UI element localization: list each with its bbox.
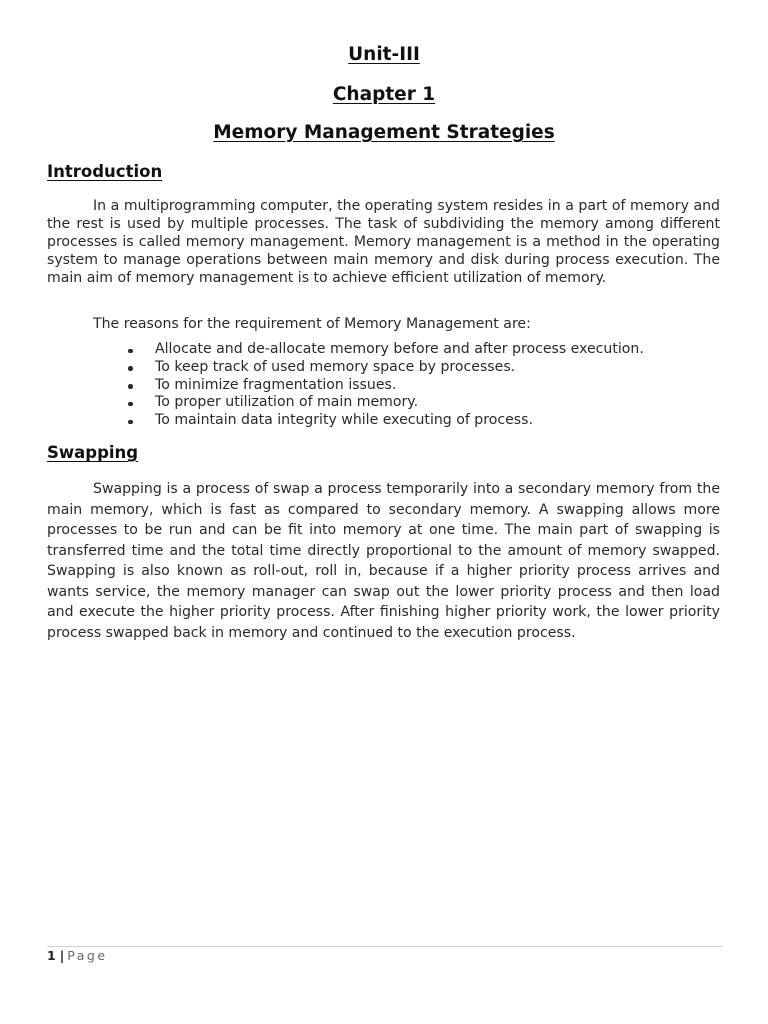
list-item [124, 412, 724, 430]
bullet-icon [128, 402, 133, 407]
reasons-intro: The reasons for the requirement of Memory Management are: [93, 316, 531, 332]
page-label: Page [67, 948, 108, 963]
list-item-text: To maintain data integrity while executing of process. [155, 412, 533, 429]
swapping-paragraph: Swapping is a process of swap a process temporarily into a secondary memory from the main memory, which is fast as compared to secondary memory. A swapping allows more processes to be run and can be fit into memory at one time. The main part of swapping is transferred time and the total time directly proportional to the amount of memory swapped. Swapping is also known as roll-out, roll in, because if a higher priority process arrives and wants service, the memory manager can swap out the lower priority process and then load and execute the higher priority process. After finishing higher priority work, the lower priority process swapped back in memory and continued to the execution process. [47, 481, 720, 641]
unit-title: Unit-III [348, 44, 420, 65]
list-item [124, 359, 724, 377]
chapter-title: Chapter 1 [332, 84, 436, 105]
page-number: 1 [47, 948, 56, 963]
main-title: Memory Management Strategies [213, 122, 555, 143]
list-item [124, 341, 724, 359]
section-heading-introduction: Introduction [47, 162, 163, 181]
bullet-icon [128, 349, 133, 354]
page-footer [47, 948, 108, 963]
footer-divider [47, 946, 722, 947]
list-item [124, 394, 724, 412]
bullet-icon [128, 420, 133, 425]
reasons-list [124, 341, 724, 430]
section-heading-swapping: Swapping [47, 443, 139, 462]
footer-separator: | [59, 948, 65, 963]
intro-paragraph: In a multiprogramming computer, the operating system resides in a part of memory and the rest is used by multiple processes. The task of subdividing the memory among different processes is called memory management. Memory management is a method in the operating system to manage operations between main memory and disk during process execution. The main aim of memory management is to achieve efficient utilization of memory. [47, 198, 720, 286]
list-item-text: Allocate and de-allocate memory before and after process execution. [155, 341, 644, 357]
bullet-icon [128, 384, 133, 389]
list-item-text: To proper utilization of main memory. [155, 394, 419, 411]
list-item [124, 377, 724, 395]
list-item-text: To minimize fragmentation issues. [155, 376, 397, 393]
bullet-icon [128, 366, 133, 371]
list-item-text: To keep track of used memory space by processes. [155, 358, 516, 375]
